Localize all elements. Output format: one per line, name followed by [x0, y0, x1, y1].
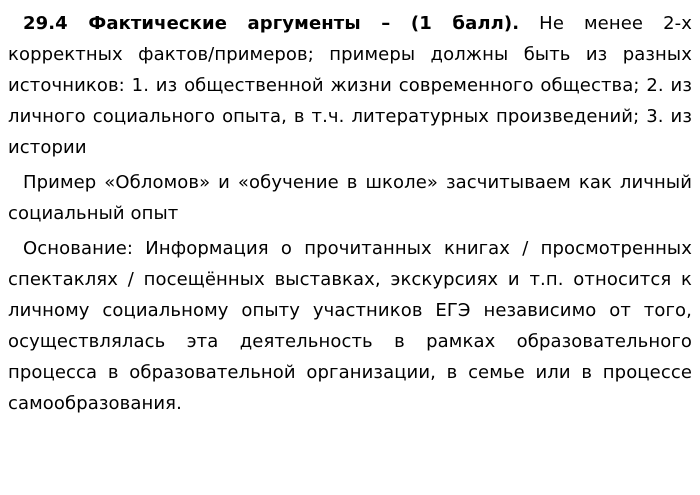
basis-paragraph: Основание: Информация о прочитанных книгах / просмотренных спектаклях / посещённых выставках, экскурсиях и т.п. относится к личному социальному опыту участников ЕГЭ независимо от того, осуществлялась эта деятельность в рамках образовательного процесса в образовательной организации, в семье или в процессе самообразования. [8, 238, 692, 414]
criterion-heading: 29.4 Фактические аргументы – (1 балл). [23, 13, 520, 34]
criterion-paragraph [8, 8, 692, 163]
example-paragraph: Пример «Обломов» и «обучение в школе» засчитываем как личный социальный опыт [8, 172, 692, 224]
criterion-text: Не менее 2-х корректных фактов/примеров; примеры должны быть из разных источников: 1. из общественной жизни современного общества; 2. из личного социального опыта, в т.ч. литературных произведений; 3. из истории [8, 13, 692, 158]
document-body [8, 8, 692, 419]
